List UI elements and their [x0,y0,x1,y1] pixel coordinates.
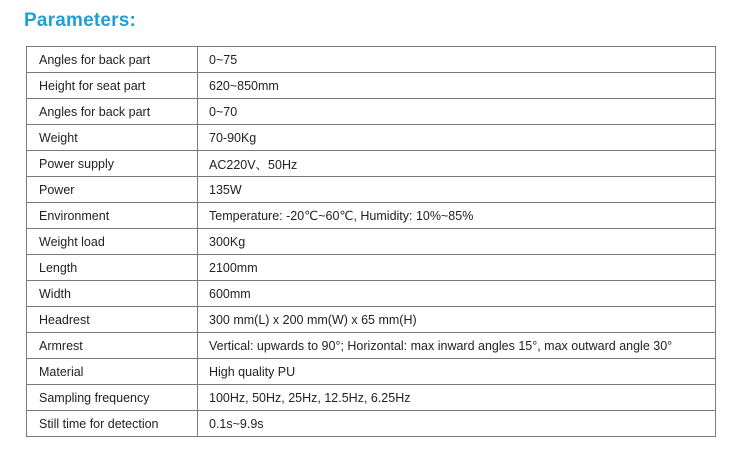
table-row [27,359,716,385]
parameter-label: Still time for detection [27,411,198,437]
parameters-table [26,46,716,437]
parameter-label: Material [27,359,198,385]
parameter-label: Environment [27,203,198,229]
parameter-label: Angles for back part [27,99,198,125]
page-title: Parameters: [24,10,137,31]
table-row [27,73,716,99]
parameter-label: Width [27,281,198,307]
table-row [27,229,716,255]
table-row [27,255,716,281]
table-row [27,203,716,229]
table-row [27,47,716,73]
parameter-label: Headrest [27,307,198,333]
parameter-label: Sampling frequency [27,385,198,411]
table-row [27,385,716,411]
parameter-value: AC220V、50Hz [198,151,716,177]
parameter-label: Power [27,177,198,203]
parameter-value: Vertical: upwards to 90°; Horizontal: max inward angles 15°, max outward angle 30° [198,333,716,359]
parameter-label: Power supply [27,151,198,177]
table-row [27,333,716,359]
table-row [27,125,716,151]
parameter-value: 0.1s~9.9s [198,411,716,437]
parameter-value: 0~70 [198,99,716,125]
parameter-value: 70-90Kg [198,125,716,151]
parameter-value: 2100mm [198,255,716,281]
parameter-value: Temperature: -20℃~60℃, Humidity: 10%~85% [198,203,716,229]
parameter-value: 0~75 [198,47,716,73]
parameter-value: 300Kg [198,229,716,255]
table-row [27,411,716,437]
table-row [27,151,716,177]
table-row [27,281,716,307]
table-row [27,307,716,333]
parameter-label: Height for seat part [27,73,198,99]
table-row [27,177,716,203]
parameter-label: Weight load [27,229,198,255]
parameter-label: Armrest [27,333,198,359]
parameter-value: 620~850mm [198,73,716,99]
parameter-label: Angles for back part [27,47,198,73]
parameter-value: High quality PU [198,359,716,385]
parameter-label: Length [27,255,198,281]
table-row [27,99,716,125]
parameter-label: Weight [27,125,198,151]
parameter-value: 600mm [198,281,716,307]
parameter-value: 100Hz, 50Hz, 25Hz, 12.5Hz, 6.25Hz [198,385,716,411]
parameter-value: 135W [198,177,716,203]
parameter-value: 300 mm(L) x 200 mm(W) x 65 mm(H) [198,307,716,333]
